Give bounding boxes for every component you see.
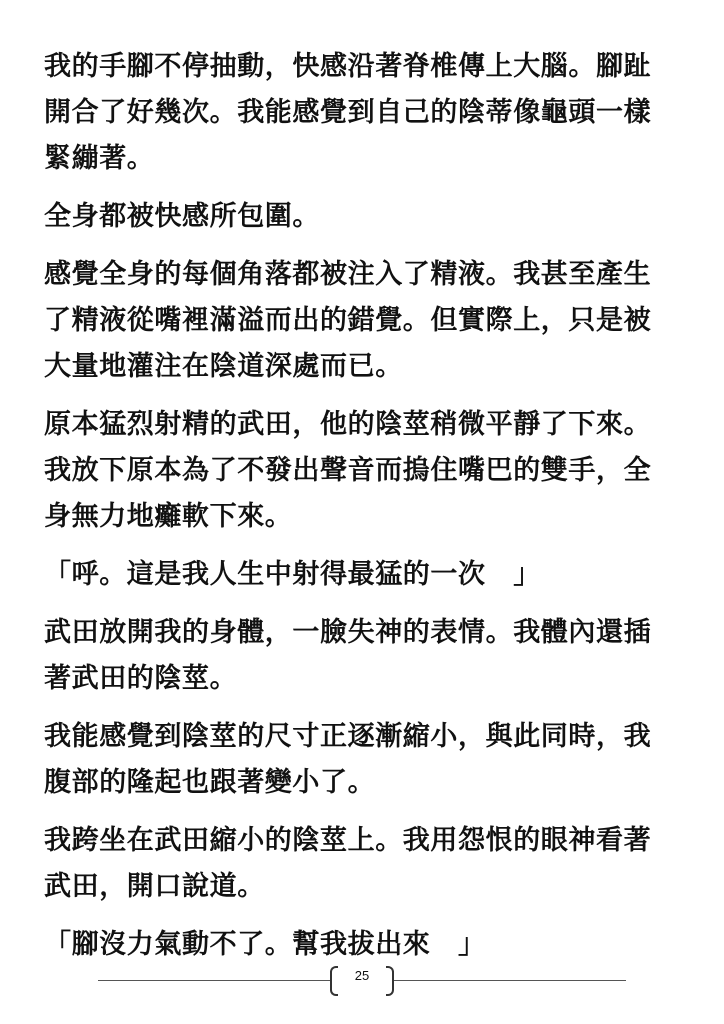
paragraph-1: 我的手腳不停抽動，快感沿著脊椎傳上大腦。腳趾開合了好幾次。我能感覺到自己的陰蒂像龜頭一樣緊繃著。 [44,51,652,174]
paragraph-8: 我跨坐在武田縮小的陰莖上。我用怨恨的眼神看著武田，開口說道。 [44,825,652,902]
paragraph-2: 全身都被快感所包圍。 [44,201,320,232]
dialogue-1: 「呼。這是我人生中射得最猛的一次 」 [44,559,541,590]
body-text [44,44,674,980]
footer-rule-right [394,980,626,981]
page-footer [0,960,724,1000]
footer-rule-left [98,980,330,981]
page-number: 25 [354,968,370,983]
paragraph-7: 我能感覺到陰莖的尺寸正逐漸縮小，與此同時，我腹部的隆起也跟著變小了。 [44,721,652,798]
page-number-bracket-left [330,966,338,996]
dialogue-2: 「腳沒力氣動不了。幫我拔出來 」 [44,929,486,960]
page-number-bracket-right [386,966,394,996]
paragraph-3: 感覺全身的每個角落都被注入了精液。我甚至產生了精液從嘴裡滿溢而出的錯覺。但實際上，只是被大量地灌注在陰道深處而已。 [44,259,652,382]
paragraph-4: 原本猛烈射精的武田，他的陰莖稍微平靜了下來。我放下原本為了不發出聲音而摀住嘴巴的雙手，全身無力地癱軟下來。 [44,409,652,532]
paragraph-6: 武田放開我的身體，一臉失神的表情。我體內還插著武田的陰莖。 [44,617,652,694]
